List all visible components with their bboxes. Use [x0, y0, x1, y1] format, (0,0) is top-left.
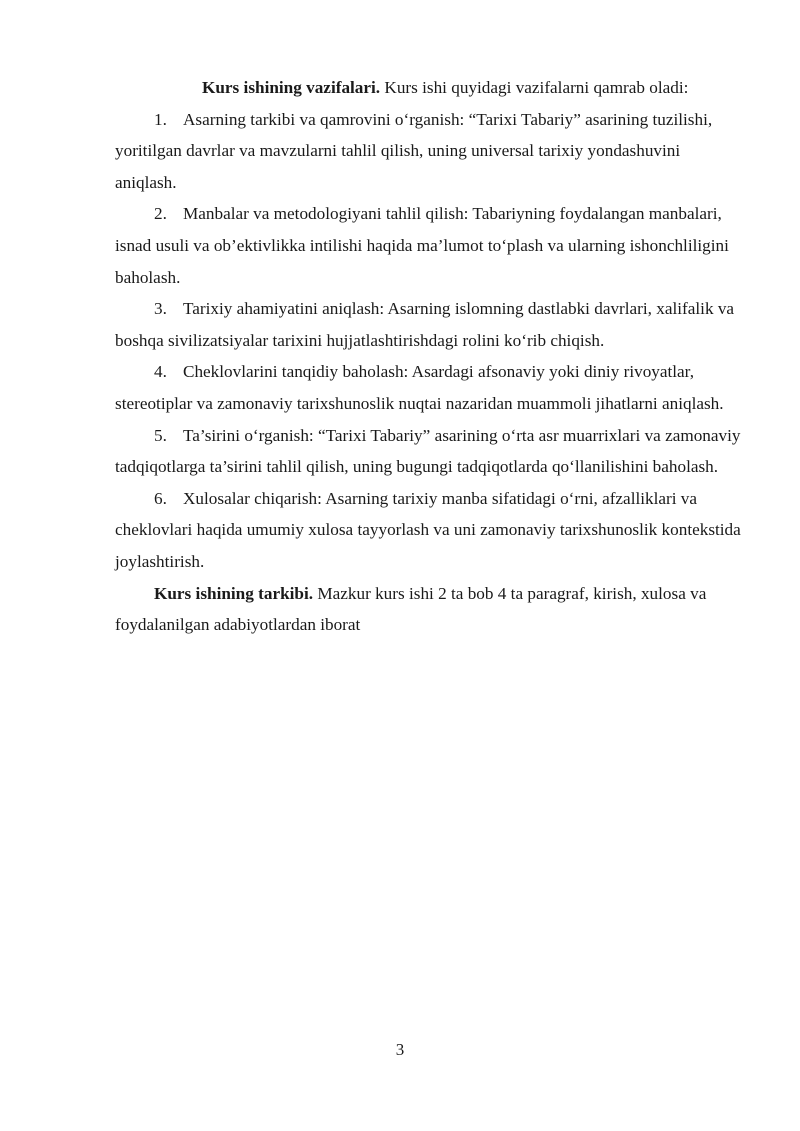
task-item-3: [115, 293, 741, 356]
task-number: 2.: [154, 204, 167, 224]
structure-paragraph: [115, 578, 741, 641]
task-item-6: [115, 483, 741, 578]
task-number: 3.: [154, 299, 167, 319]
task-text: Cheklovlarini tanqidiy baholash: Asardagi afsonaviy yoki diniy rivoyatlar, stereotiplar va zamonaviy tarixshunoslik nuqtai nazaridan muammoli jihatlarni aniqlash.: [115, 362, 724, 413]
task-number: 5.: [154, 425, 167, 445]
tasks-heading-text: Kurs ishi quyidagi vazifalarni qamrab oladi:: [380, 78, 689, 97]
task-text: Tarixiy ahamiyatini aniqlash: Asarning islomning dastlabki davrlari, xalifalik va boshqa sivilizatsiyalar tarixini hujjatlashtirishdagi rolini ko‘rib chiqish.: [115, 299, 735, 350]
task-number: 1.: [154, 109, 167, 129]
structure-title: Kurs ishining tarkibi.: [154, 583, 314, 603]
task-text: Xulosalar chiqarish: Asarning tarixiy manba sifatidagi o‘rni, afzalliklari va cheklovlari haqida umumiy xulosa tayyorlash va uni zamonaviy tarixshunoslik kontekstida joylashtirish.: [115, 488, 741, 571]
task-item-1: [115, 104, 741, 199]
task-number: 4.: [154, 362, 167, 382]
task-text: Manbalar va metodologiyani tahlil qilish: Tabariyning foydalangan manbalari, isnad usuli va ob’ektivlikka intilishi haqida ma’lumot to‘plash va ularning ishonchliligini baholash.: [115, 204, 729, 287]
page-number: 3: [395, 1040, 405, 1059]
task-item-4: [115, 356, 741, 419]
page-content: [115, 72, 741, 641]
tasks-heading-paragraph: [115, 72, 741, 104]
structure-text: Mazkur kurs ishi 2 ta bob 4 ta paragraf, kirish, xulosa va foydalanilgan adabiyotlardan iborat: [115, 583, 707, 635]
task-item-5: [115, 420, 741, 483]
task-number: 6.: [154, 488, 167, 508]
task-text: Asarning tarkibi va qamrovini o‘rganish: “Tarixi Tabariy” asarining tuzilishi, yoritilgan davrlar va mavzularni tahlil qilish, uning universal tarixiy yondashuvini aniqlash.: [115, 109, 713, 192]
task-text: Ta’sirini o‘rganish: “Tarixi Tabariy” asarining o‘rta asr muarrixlari va zamonaviy tadqiqotlarga ta’sirini tahlil qilish, uning bugungi tadqiqotlarda qo‘llanilishini baholash.: [115, 425, 741, 477]
tasks-heading-title: Kurs ishining vazifalari.: [202, 78, 381, 97]
task-item-2: [115, 198, 741, 293]
